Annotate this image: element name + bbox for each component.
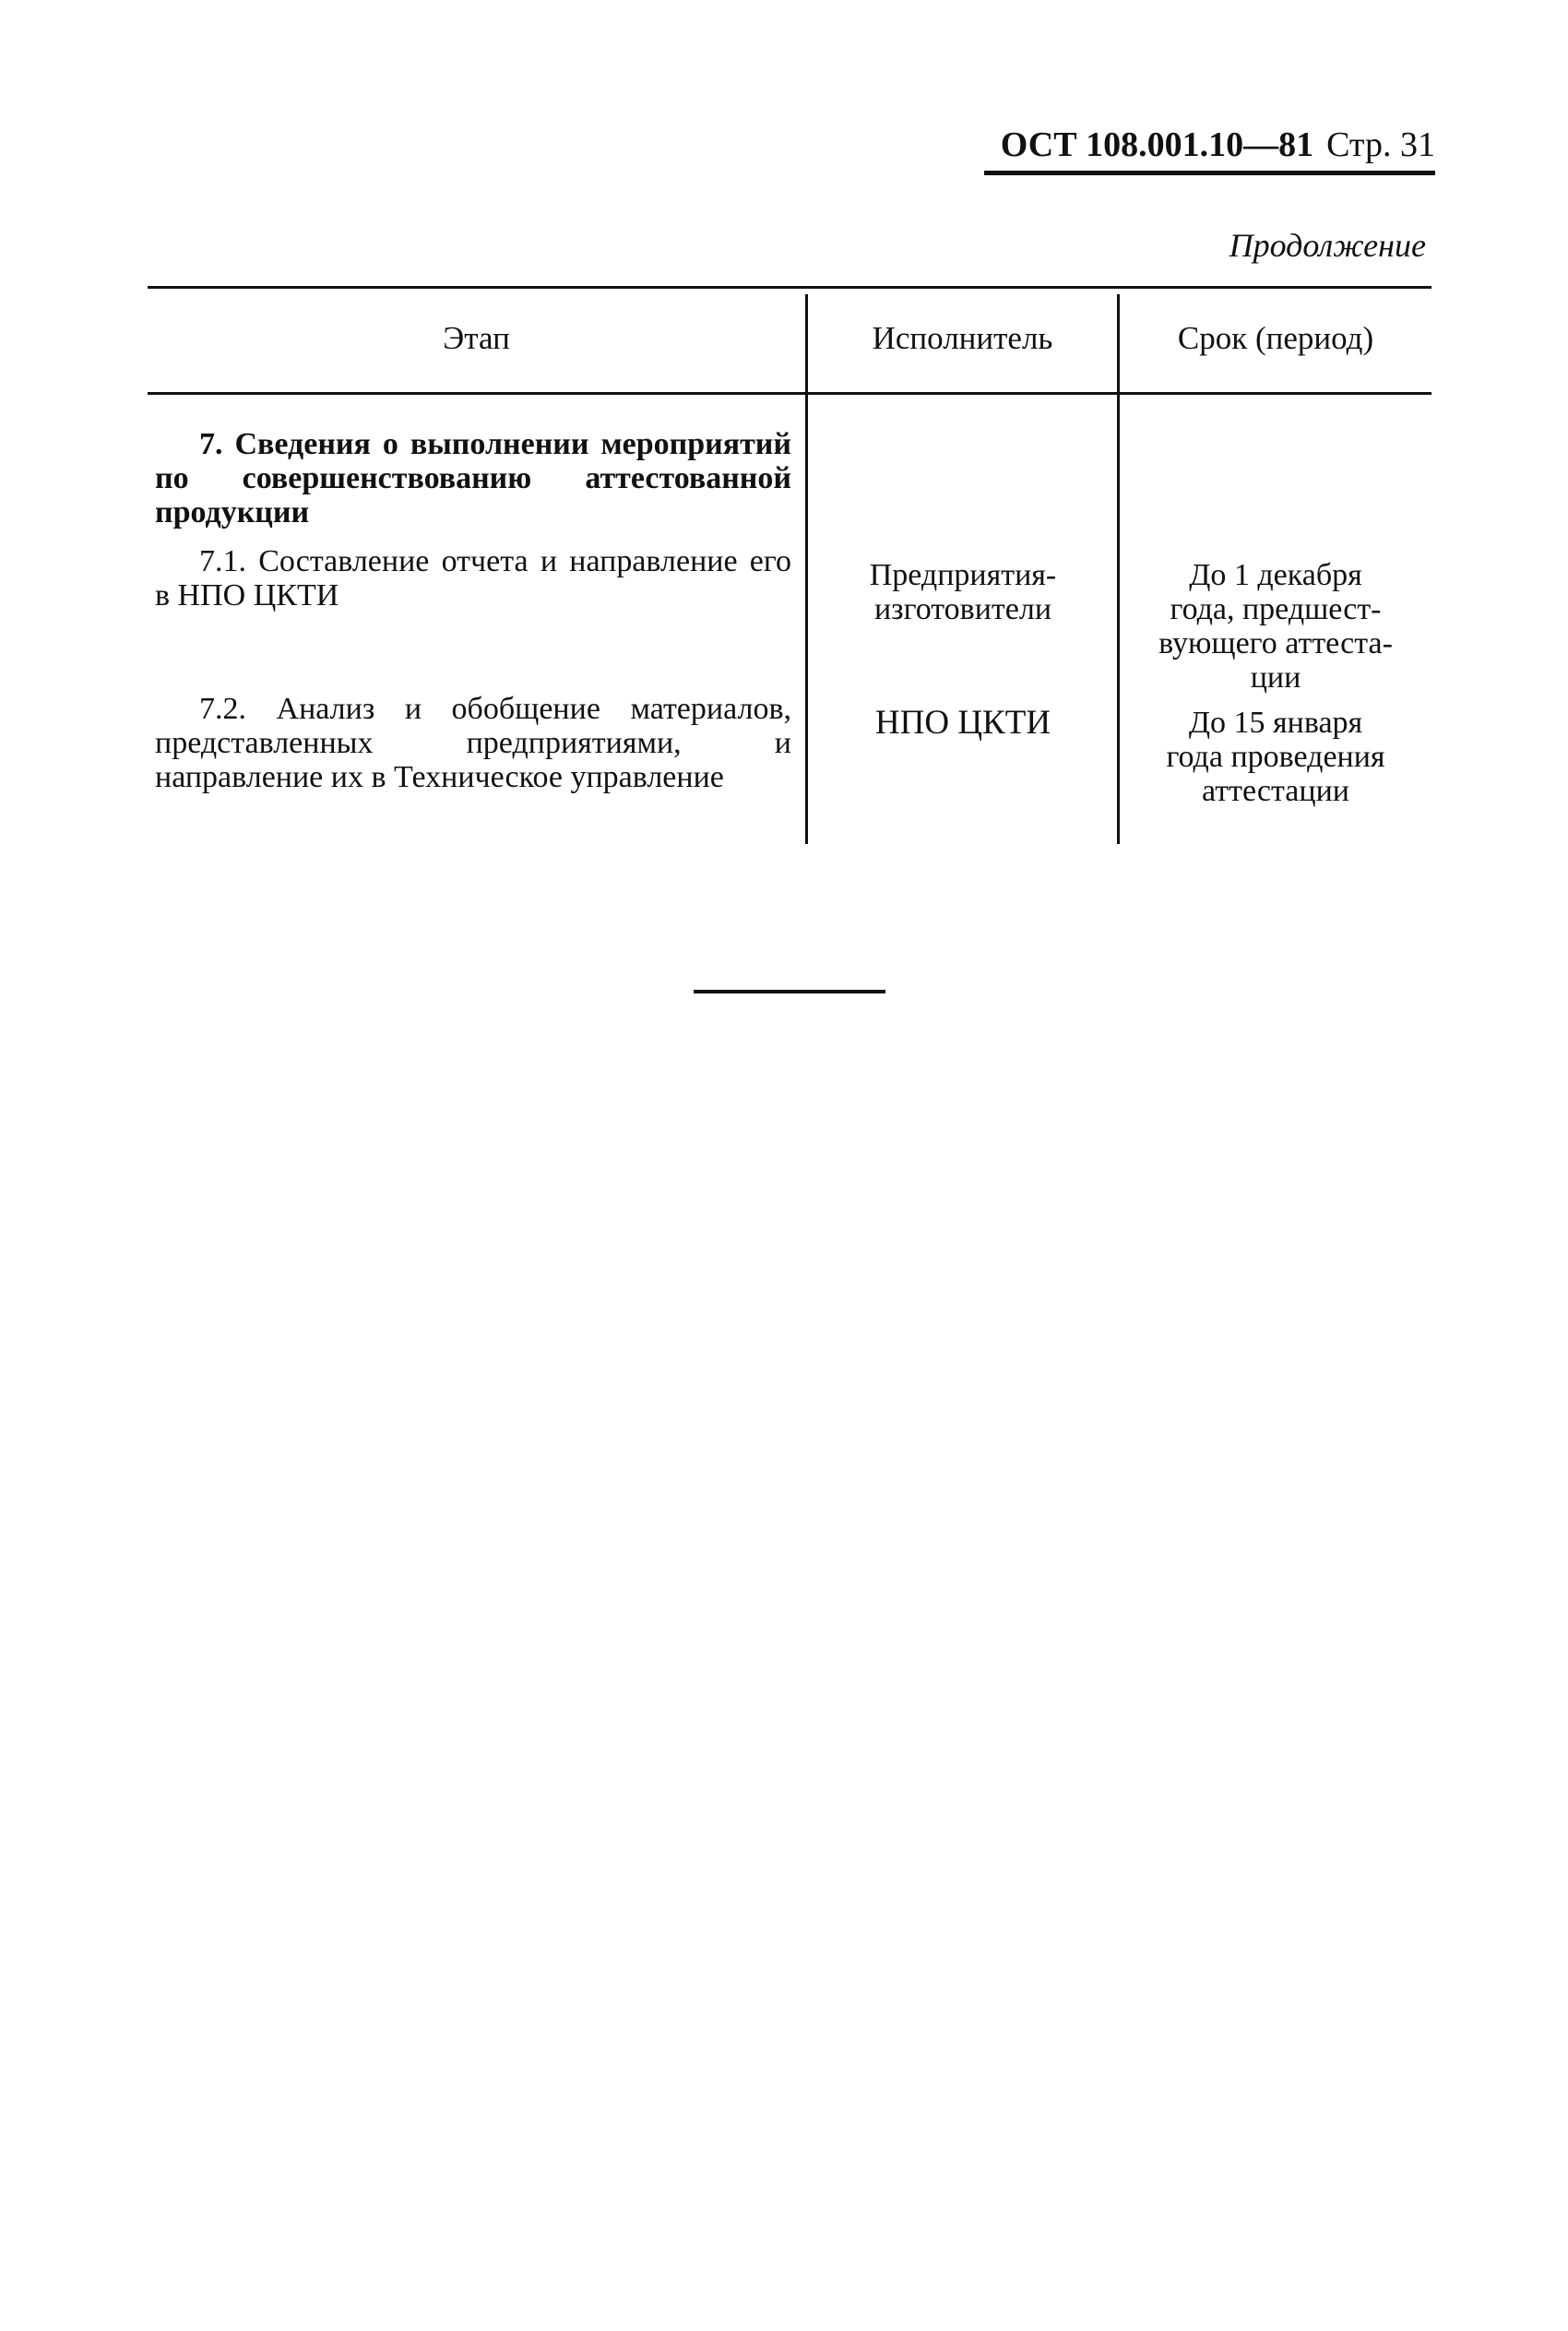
- executor-7-1-line-1: Предприятия-: [869, 558, 1057, 592]
- page-number: Стр. 31: [1326, 125, 1435, 164]
- term-7-2-line-1: До 15 января: [1188, 706, 1363, 740]
- term-7-2-line-3: аттестации: [1202, 774, 1349, 808]
- executor-7-2-line-1: НПО ЦКТИ: [874, 704, 1051, 742]
- term-7-1-line-1: До 1 декабря: [1189, 558, 1362, 592]
- page-header: [978, 123, 1435, 167]
- term-7-1-line-2: года, предшест-: [1170, 592, 1382, 626]
- column-divider-1: [805, 294, 808, 844]
- column-header-stage: Этап: [443, 320, 510, 356]
- column-divider-2: [1117, 294, 1120, 844]
- term-7-2: [1122, 706, 1430, 808]
- document-code: ОСТ 108.001.10—81: [1000, 125, 1314, 164]
- stage-7-2: 7.2. Анализ и обобщение материалов, представленных предприятиями, и направление их в Техническое управление: [155, 692, 791, 794]
- executor-7-1-line-2: изготовители: [873, 592, 1052, 626]
- term-7-1: [1122, 558, 1430, 695]
- end-of-document-rule: [694, 990, 885, 993]
- stage-7-1: 7.1. Составление отчета и направление его в НПО ЦКТИ: [155, 544, 791, 612]
- section-title: 7. Сведения о выполнении мероприятий по совершенствованию аттестованной продукции: [155, 427, 791, 529]
- term-7-2-line-2: года проведения: [1166, 740, 1385, 774]
- header-underline: [984, 171, 1435, 175]
- column-header-term: Срок (период): [1177, 320, 1374, 356]
- table-top-rule: [148, 286, 1431, 289]
- term-7-1-line-4: ции: [1250, 660, 1301, 695]
- column-header-executor: Исполнитель: [872, 320, 1053, 356]
- table-header-rule: [148, 392, 1431, 395]
- term-7-1-line-3: вующего аттеста-: [1158, 626, 1393, 660]
- executor-7-2: [812, 706, 1114, 740]
- continuation-label: Продолжение: [1229, 227, 1426, 264]
- executor-7-1: [812, 558, 1114, 626]
